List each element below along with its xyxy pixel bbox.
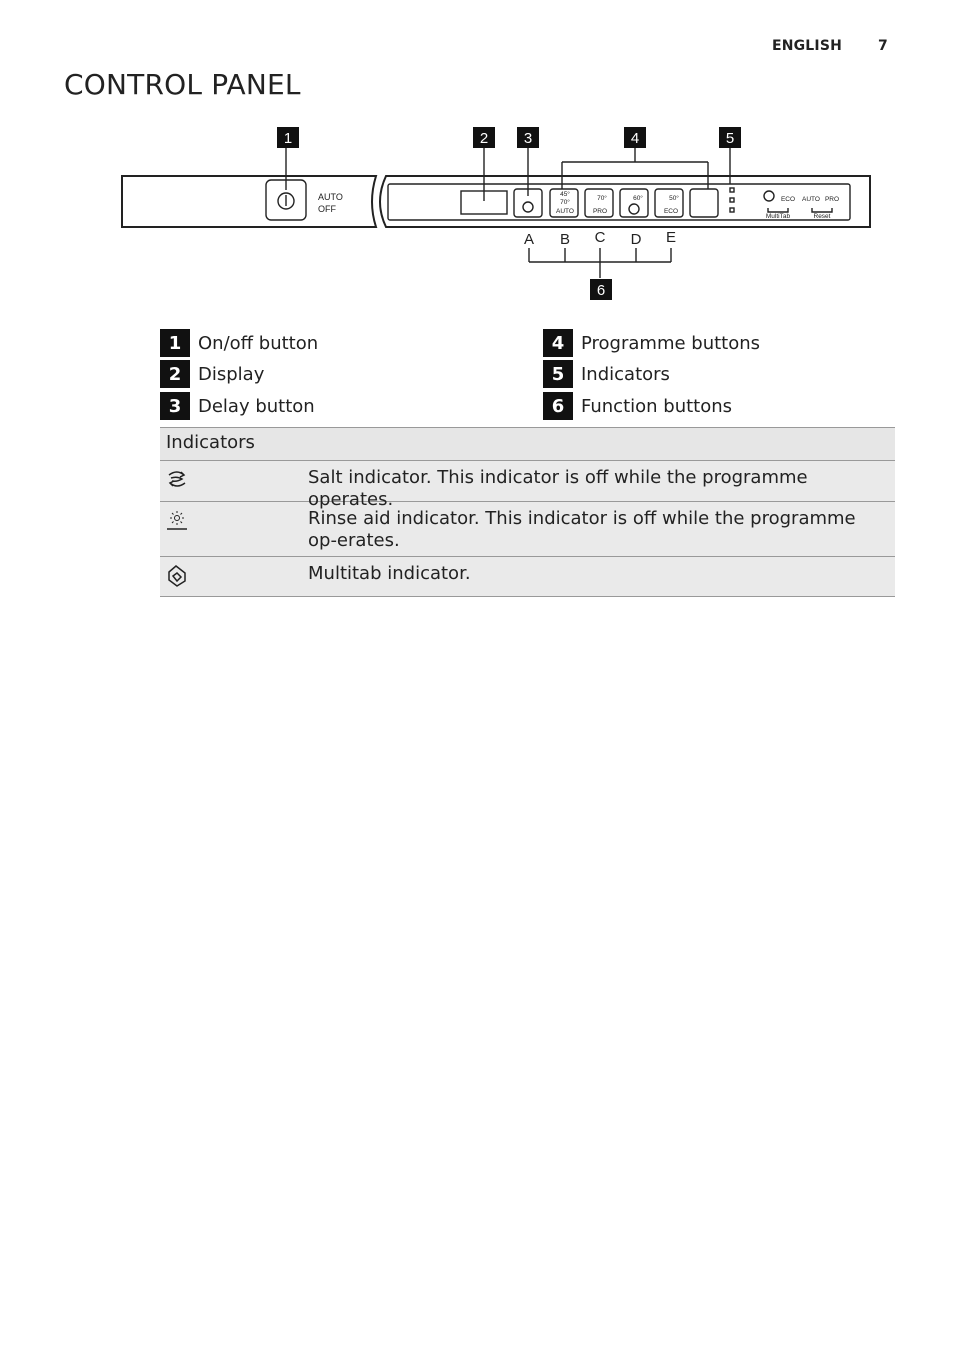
section-label: ENGLISH xyxy=(771,38,843,54)
legend-item xyxy=(543,392,732,420)
legend-number: 1 xyxy=(160,329,190,357)
off-label: OFF xyxy=(318,204,336,214)
legend-item xyxy=(160,329,318,357)
button-letter-d: D xyxy=(630,231,642,248)
rinse-aid-icon xyxy=(160,502,308,556)
func-pro: PRO xyxy=(824,196,840,203)
page-number: 7 xyxy=(878,38,888,54)
row-text: Salt indicator. This indicator is off while the programme operates. xyxy=(308,467,808,510)
auto-label: AUTO xyxy=(318,192,343,202)
legend-number: 4 xyxy=(543,329,573,357)
legend-label: Function buttons xyxy=(581,395,733,417)
table-row xyxy=(160,502,895,557)
legend-label: Programme buttons xyxy=(581,332,761,354)
legend-label: Indicators xyxy=(581,363,670,385)
button-letter-e: E xyxy=(665,229,677,246)
row-text: Multitab indicator. xyxy=(308,563,471,584)
multitab-label: MultiTab xyxy=(765,213,791,220)
indicators-heading: Indicators xyxy=(160,427,895,461)
func-eco: ECO xyxy=(780,196,796,203)
legend-item xyxy=(543,329,760,357)
callout-2: 2 xyxy=(479,130,489,147)
callout-6: 6 xyxy=(596,282,606,299)
legend-item xyxy=(160,392,315,420)
row-text: Rinse aid indicator. This indicator is off while the programme op-erates. xyxy=(308,508,856,551)
salt-icon xyxy=(160,461,308,501)
prog-auto-mid: 70° xyxy=(560,199,570,206)
legend-item xyxy=(160,360,264,388)
legend-number: 3 xyxy=(160,392,190,420)
legend-item xyxy=(543,360,670,388)
legend-label: Delay button xyxy=(198,395,315,417)
func-auto: AUTO xyxy=(802,196,820,203)
callout-1: 1 xyxy=(283,130,293,147)
button-letter-b: B xyxy=(559,231,571,248)
button-letter-c: C xyxy=(594,229,606,246)
control-panel-diagram xyxy=(118,124,874,306)
legend-number: 2 xyxy=(160,360,190,388)
prog-pro-bottom: PRO xyxy=(592,208,608,215)
legend-label: Display xyxy=(198,363,265,385)
callout-5: 5 xyxy=(725,130,735,147)
page-title: CONTROL PANEL xyxy=(64,68,301,101)
prog-eco-bottom: ECO xyxy=(663,208,679,215)
callout-3: 3 xyxy=(523,130,533,147)
table-row xyxy=(160,461,895,510)
button-letter-a: A xyxy=(523,231,535,248)
prog-auto-bottom: AUTO xyxy=(556,208,574,215)
legend-number: 6 xyxy=(543,392,573,420)
page-header xyxy=(772,38,888,54)
prog-pro-top: 70° xyxy=(597,195,607,202)
reset-label: Reset xyxy=(813,213,831,220)
prog-auto-top: 45° xyxy=(560,191,570,198)
prog-60-top: 60° xyxy=(633,195,643,202)
legend-label: On/off button xyxy=(198,332,319,354)
multitab-icon xyxy=(160,557,308,596)
callout-4: 4 xyxy=(630,130,640,147)
indicators-table xyxy=(160,427,895,597)
legend-number: 5 xyxy=(543,360,573,388)
prog-eco-top: 50° xyxy=(669,195,679,202)
table-row xyxy=(160,557,895,597)
